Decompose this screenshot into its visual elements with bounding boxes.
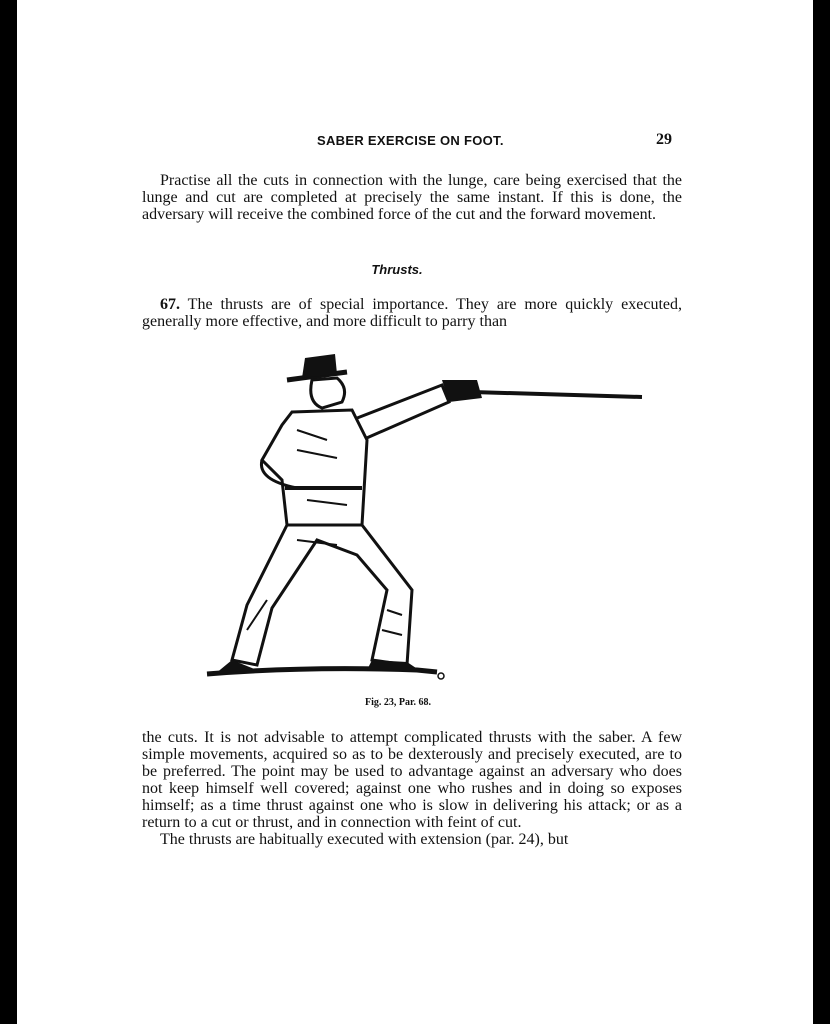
section-heading (17, 262, 813, 277)
fencer-illustration (187, 340, 647, 690)
text-block-2 (142, 296, 682, 330)
paragraph-cuts-lunge: Practise all the cuts in connection with the lunge, care being exercised that the lunge and cut are completed at precisely the same instant. If this is done, the adversary will receive the combined force of the cut and the forward movement. (142, 172, 682, 223)
text-block-1 (142, 172, 682, 223)
figure-caption (17, 697, 813, 708)
text-block-3 (142, 729, 682, 848)
paragraph-67 (142, 296, 682, 330)
paragraph-number: 67. (160, 296, 180, 313)
section-heading-text: Thrusts. (371, 262, 423, 277)
figure-caption-text: Fig. 23, Par. 68. (364, 697, 431, 708)
paragraph-67-text: The thrusts are of special importance. They are more quickly executed, generally more effective, and more difficult to parry than (142, 296, 682, 330)
book-page (17, 0, 813, 1024)
page-number: 29 (656, 131, 672, 148)
paragraph-extension: The thrusts are habitually executed with extension (par. 24), but (160, 831, 569, 848)
paragraph-67-continued: the cuts. It is not advisable to attempt complicated thrusts with the saber. A few simple movements, acquired so as to be dexterously and precisely executed, are to be preferred. The point may be used to advantage against an adversary who does not keep himself well covered; against one who rushes and in doing so exposes himself; as a time thrust against one who is slow in delivering his attack; or as a return to a cut or thrust, and in connection with feint of cut. (142, 729, 682, 831)
running-head: SABER EXERCISE ON FOOT. (317, 133, 504, 148)
